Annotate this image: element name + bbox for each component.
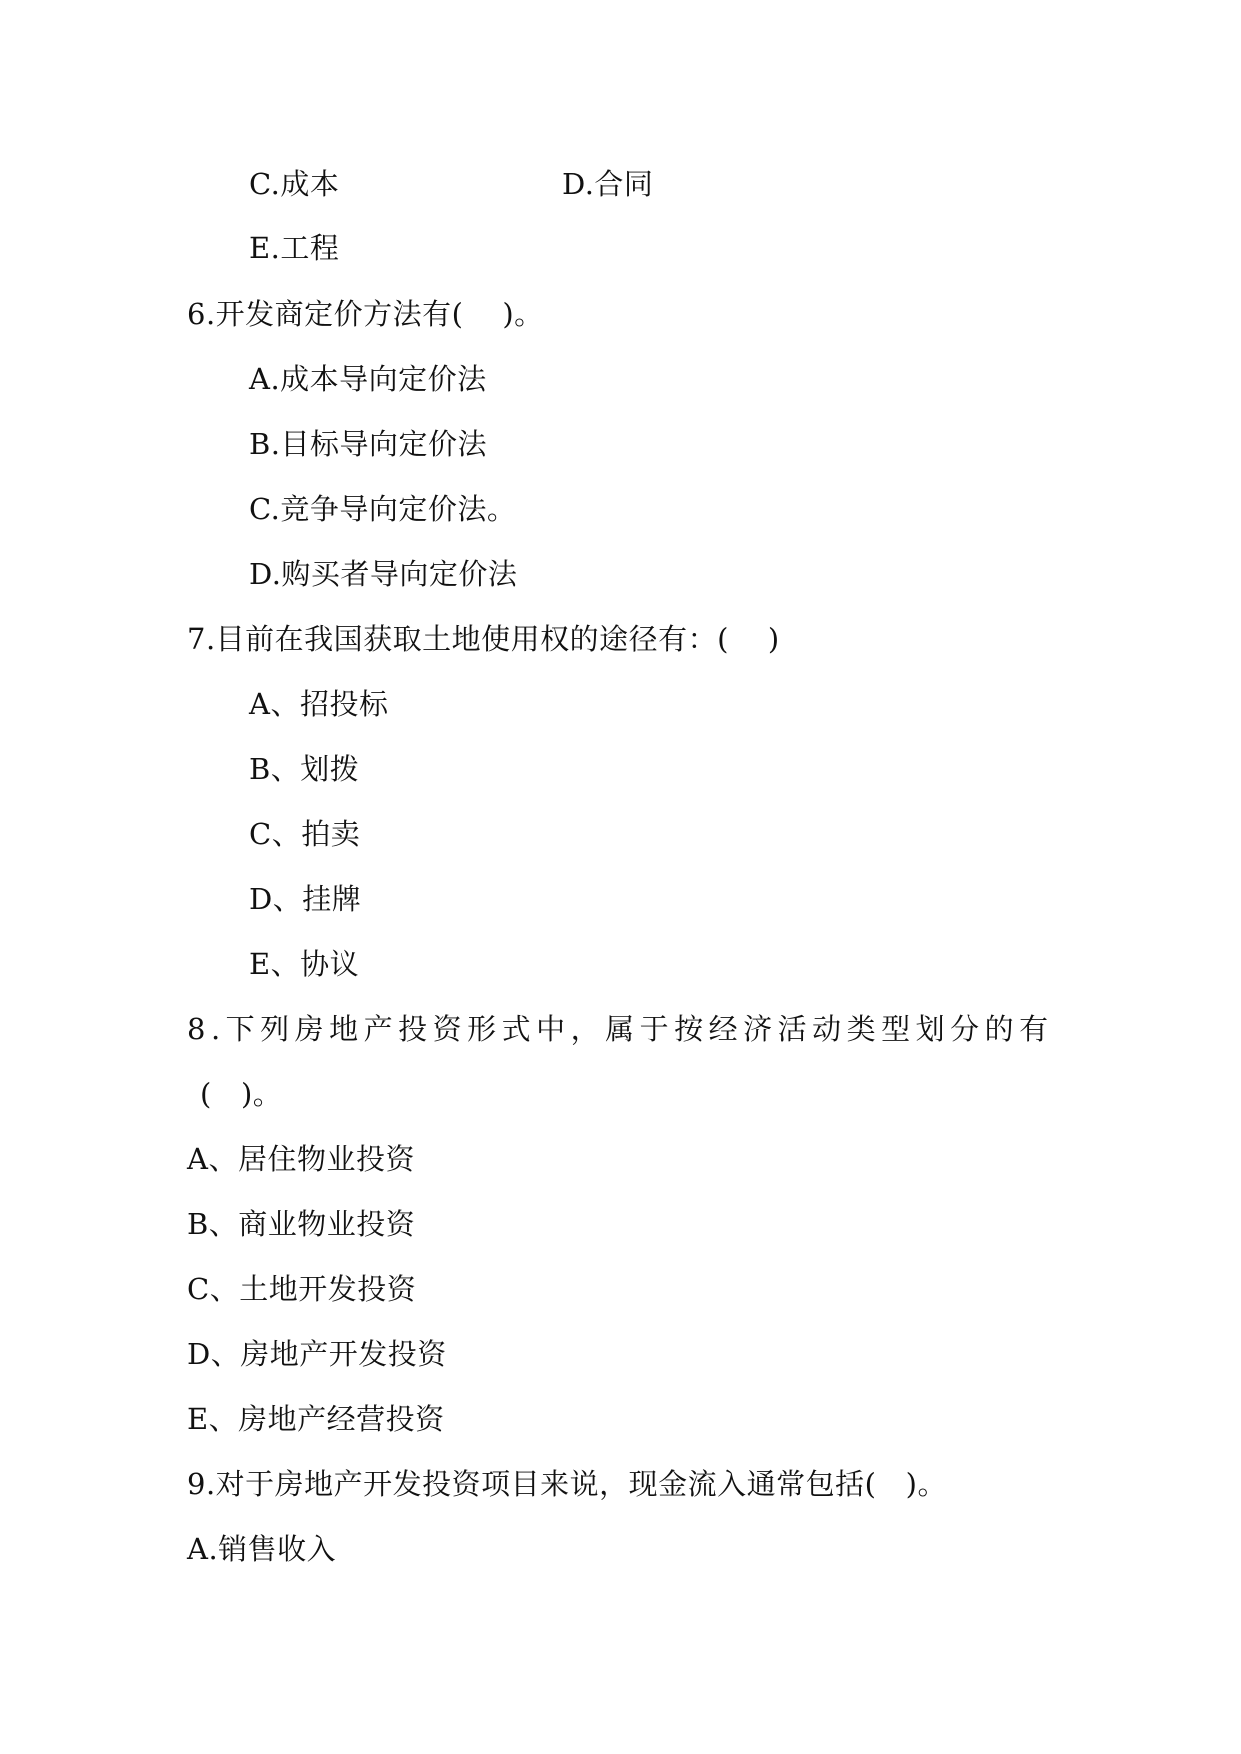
q7-option-a: A、招投标 bbox=[249, 687, 389, 721]
q9-option-a: A.销售收入 bbox=[187, 1532, 337, 1566]
question-9: 9.对于房地产开发投资项目来说，现金流入通常包括( )。 bbox=[187, 1467, 947, 1501]
q5-option-c: C.成本 bbox=[249, 167, 340, 201]
q8-option-c: C、土地开发投资 bbox=[187, 1272, 417, 1306]
q7-option-e: E、协议 bbox=[249, 947, 360, 981]
q7-option-d: D、挂牌 bbox=[249, 882, 362, 916]
question-8: 8.下列房地产投资形式中，属于按经济活动类型划分的有 bbox=[187, 1012, 1054, 1046]
q8-option-b: B、商业物业投资 bbox=[187, 1207, 416, 1241]
q6-option-d: D.购买者导向定价法 bbox=[249, 557, 518, 591]
question-8-blank: ( )。 bbox=[200, 1077, 283, 1111]
q5-option-d: D.合同 bbox=[562, 167, 654, 201]
q7-option-c: C、拍卖 bbox=[249, 817, 361, 851]
q7-option-b: B、划拨 bbox=[249, 752, 360, 786]
q6-option-c: C.竞争导向定价法。 bbox=[249, 492, 517, 526]
q6-option-a: A.成本导向定价法 bbox=[249, 362, 487, 396]
question-6: 6.开发商定价方法有( )。 bbox=[187, 297, 544, 331]
q5-option-e: E.工程 bbox=[249, 231, 340, 265]
question-7: 7.目前在我国获取土地使用权的途径有：( ) bbox=[187, 622, 780, 656]
q6-option-b: B.目标导向定价法 bbox=[249, 427, 488, 461]
q8-option-a: A、居住物业投资 bbox=[187, 1142, 415, 1176]
q8-option-e: E、房地产经营投资 bbox=[187, 1402, 445, 1436]
q8-option-d: D、房地产开发投资 bbox=[187, 1337, 447, 1371]
